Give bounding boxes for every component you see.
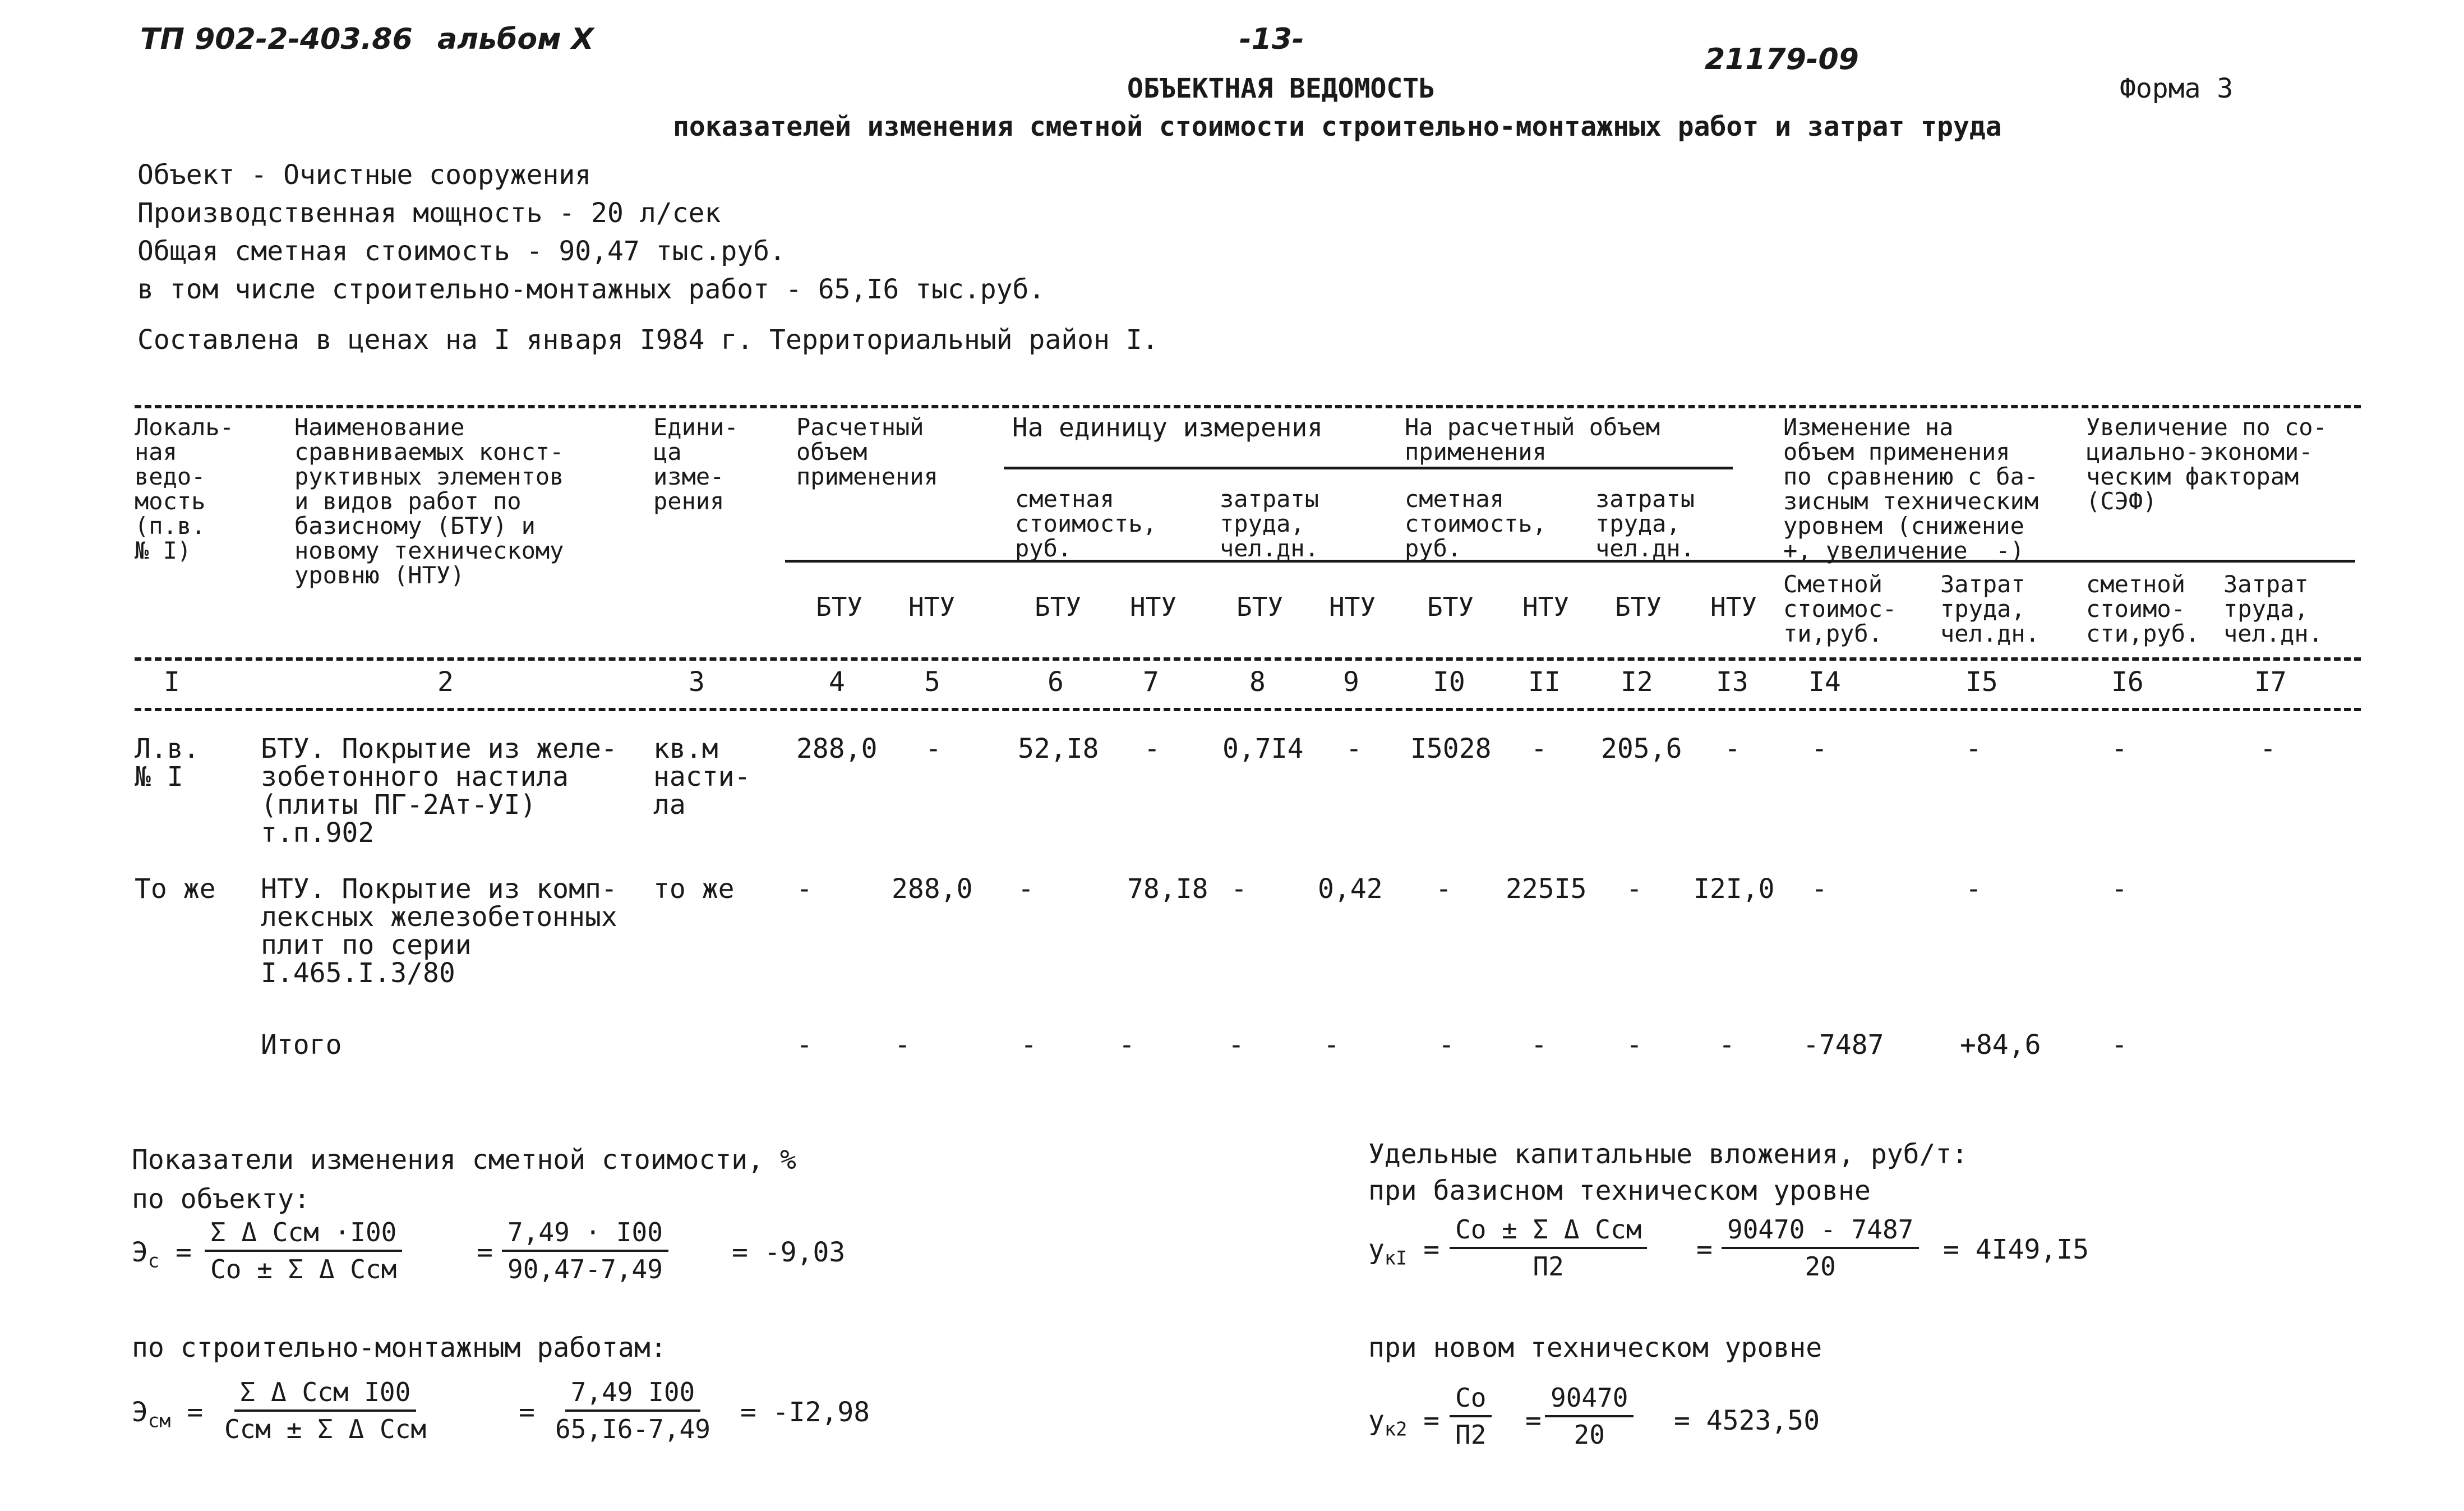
calc-group-header: На расчетный объем применения [1405, 413, 1660, 466]
col-number-14: I4 [1808, 666, 1841, 698]
calc-group-rule [1396, 467, 1733, 469]
capacity-line: Производственная мощность - 20 л/сек [137, 197, 721, 229]
yk2-numerator: Со [1450, 1383, 1492, 1417]
smr-cost-line: в том числе строительно-монтажных работ - 65,I6 тыс.руб. [137, 274, 1045, 305]
header-bottom-rule [135, 657, 2361, 661]
total-change-labor: +84,6 [1960, 1029, 2041, 1061]
yk2-result: = 4523,50 [1674, 1405, 1820, 1436]
col-number-12: I2 [1621, 666, 1653, 698]
col-number-8: 8 [1249, 666, 1266, 698]
object-line: Объект - Очистные сооружения [137, 159, 592, 191]
basic-level-label: при базисном техническом уровне [1368, 1175, 1871, 1206]
esm-numerator: Σ Δ Ссм I00 [234, 1377, 417, 1412]
yk2-denominator: П2 [1455, 1420, 1487, 1450]
esm-values-fraction [550, 1377, 716, 1444]
total-col16: - [2111, 1029, 2128, 1061]
yk2-value-denominator: 20 [1574, 1420, 1605, 1450]
row2-col11: 225I5 [1506, 873, 1587, 905]
btu-header-4: БТУ [816, 592, 863, 622]
new-level-label: при новом техническом уровне [1368, 1332, 1822, 1363]
row2-col14: - [1811, 873, 1828, 905]
esm-value-numerator: 7,49 I00 [565, 1377, 701, 1412]
col-number-17: I7 [2254, 666, 2287, 698]
ec-formula-lhs: $Э_с$ = [132, 1237, 192, 1272]
ec-denominator: Со ± Σ Δ Ссм [210, 1254, 397, 1284]
row1-col13: - [1724, 733, 1741, 764]
change-cost-header: Сметной стоимос- ти,руб. [1783, 570, 1897, 647]
row1-col12: 205,6 [1601, 733, 1682, 764]
row2-col9: 0,42 [1318, 873, 1383, 905]
yk2-values-fraction [1545, 1383, 1634, 1450]
sef-group-header: Увеличение по со- циально-экономи- ческим факторам (СЭФ) [2086, 413, 2327, 515]
row2-unit: то же [653, 873, 735, 905]
row2-name: НТУ. Покрытие из комп- лексных железобетонных плит по серии I.465.I.3/80 [261, 873, 617, 989]
row2-col12: - [1626, 873, 1642, 905]
col-number-16: I6 [2111, 666, 2144, 698]
col-number-4: 4 [829, 666, 845, 698]
page-number: -13- [1239, 22, 1304, 56]
esm-result: = -I2,98 [740, 1397, 870, 1428]
btu-header-6: БТУ [1035, 592, 1082, 622]
total-col6: - [1021, 1029, 1037, 1061]
col-unit-header: Едини- ца изме- рения [653, 413, 739, 515]
total-col7: - [1119, 1029, 1135, 1061]
yk1-equals: = [1696, 1234, 1713, 1265]
btu-header-12: БТУ [1615, 592, 1662, 622]
row1-name: БТУ. Покрытие из желе- зобетонного настила (плиты ПГ-2Ат-УI) т.п.902 [261, 733, 617, 849]
total-col9: - [1323, 1029, 1340, 1061]
total-col5: - [894, 1029, 911, 1061]
yk1-value-denominator: 20 [1805, 1251, 1836, 1282]
yk1-formula-fraction [1450, 1214, 1647, 1282]
row1-col15: - [1965, 733, 1982, 764]
total-col8: - [1228, 1029, 1244, 1061]
ec-numerator: Σ Δ Ссм ·I00 [205, 1217, 402, 1252]
col-number-7: 7 [1143, 666, 1159, 698]
ntu-header-5: НТУ [908, 592, 956, 622]
unit-group-header: На единицу измерения [1012, 412, 1323, 443]
ntu-header-13: НТУ [1710, 592, 1757, 622]
unit-cost-header: сметная стоимость, руб. [1015, 485, 1157, 562]
row2-col15: - [1965, 873, 1982, 905]
row1-col6: 52,I8 [1018, 733, 1099, 764]
album-reference: ТП 902-2-403.86 [140, 22, 413, 56]
total-col11: - [1531, 1029, 1547, 1061]
yk2-formula-lhs: $у_{к2}$ = [1368, 1405, 1440, 1440]
esm-formula-lhs: $Э_{см}$ = [132, 1397, 204, 1432]
row2-col6: - [1018, 873, 1034, 905]
col-number-2: 2 [437, 666, 454, 698]
column-numbers-rule [135, 708, 2361, 711]
row1-col4: 288,0 [796, 733, 878, 764]
by-smr-label: по строительно-монтажным работам: [132, 1332, 667, 1363]
col-number-11: II [1528, 666, 1561, 698]
total-row-label: Итого [261, 1029, 342, 1061]
row2-col10: - [1436, 873, 1452, 905]
yk1-result: = 4I49,I5 [1943, 1234, 2089, 1265]
page-subtitle: показателей изменения сметной стоимости строительно-монтажных работ и затрат труда [673, 111, 2002, 142]
row1-col14: - [1811, 733, 1828, 764]
total-change-cost: -7487 [1803, 1029, 1884, 1061]
change-labor-header: Затрат труда, чел.дн. [1940, 570, 2040, 647]
calc-cost-header: сметная стоимость, руб. [1405, 485, 1547, 562]
table-top-rule [135, 405, 2361, 408]
row1-col10: I5028 [1410, 733, 1492, 764]
document-number: 21179-09 [1705, 43, 1859, 76]
col-number-15: I5 [1965, 666, 1998, 698]
row2-col16: - [2111, 873, 2128, 905]
yk1-numerator: Со ± Σ Δ Ссм [1450, 1214, 1647, 1249]
row2-ref: То же [135, 873, 216, 905]
total-col12: - [1626, 1029, 1642, 1061]
total-col4: - [796, 1029, 813, 1061]
total-col10: - [1438, 1029, 1455, 1061]
col-volume-header: Расчетный объем применения [796, 413, 938, 490]
row2-col13: I2I,0 [1694, 873, 1775, 905]
total-cost-line: Общая сметная стоимость - 90,47 тыс.руб. [137, 236, 786, 267]
ntu-header-9: НТУ [1329, 592, 1376, 622]
col-number-9: 9 [1343, 666, 1359, 698]
sef-cost-header: сметной стоимо- сти,руб. [2086, 570, 2200, 647]
ec-result: = -9,03 [732, 1237, 846, 1268]
yk1-value-numerator: 90470 - 7487 [1722, 1214, 1919, 1249]
row1-col11: - [1531, 733, 1547, 764]
row2-col4: - [796, 873, 813, 905]
form-label: Форма 3 [2120, 73, 2234, 104]
row1-ref: Л.в. № I [135, 733, 200, 793]
row1-col8: 0,7I4 [1222, 733, 1304, 764]
esm-denominator: Ссм ± Σ Δ Ссм [224, 1414, 427, 1444]
yk1-denominator: П2 [1533, 1251, 1564, 1282]
row1-col7: - [1144, 733, 1160, 764]
indicators-title: Показатели изменения сметной стоимости, % [132, 1144, 796, 1176]
ec-equals: = [477, 1237, 493, 1268]
yk2-value-numerator: 90470 [1545, 1383, 1634, 1417]
ntu-header-7: НТУ [1130, 592, 1177, 622]
ec-values-fraction [502, 1217, 668, 1284]
row2-col7: 78,I8 [1127, 873, 1208, 905]
album-label: альбом X [437, 22, 594, 56]
row1-col17: - [2260, 733, 2276, 764]
col-number-3: 3 [689, 666, 705, 698]
by-object-label: по объекту: [132, 1183, 310, 1215]
btu-header-8: БТУ [1236, 592, 1284, 622]
row2-col5: 288,0 [892, 873, 973, 905]
row1-unit: кв.м насти- ла [653, 733, 751, 821]
col-name-header: Наименование сравниваемых конст- руктивных элементов и видов работ по базисному (БТУ) и новому техническому уровню (НТУ) [294, 413, 564, 589]
btu-header-10: БТУ [1427, 592, 1474, 622]
yk2-formula-fraction [1450, 1383, 1492, 1450]
yk1-values-fraction [1722, 1214, 1919, 1282]
esm-formula-fraction [219, 1377, 432, 1444]
row1-col9: - [1346, 733, 1362, 764]
sef-labor-header: Затрат труда, чел.дн. [2223, 570, 2323, 647]
ec-formula-fraction [205, 1217, 402, 1284]
calc-labor-header: затраты труда, чел.дн. [1595, 485, 1695, 562]
yk2-equals: = [1525, 1405, 1542, 1436]
page-title: ОБЪЕКТНАЯ ВЕДОМОСТЬ [1127, 73, 1436, 104]
ec-value-denominator: 90,47-7,49 [507, 1254, 663, 1284]
col-number-10: I0 [1433, 666, 1465, 698]
col-local-sheet-header: Локаль- ная ведо- мость (п.в. № I) [135, 413, 234, 564]
col-number-5: 5 [924, 666, 940, 698]
ntu-header-11: НТУ [1522, 592, 1570, 622]
capital-title: Удельные капитальные вложения, руб/т: [1368, 1139, 1968, 1170]
row2-col8: - [1231, 873, 1247, 905]
col-number-6: 6 [1048, 666, 1064, 698]
row1-col5: - [925, 733, 942, 764]
esm-equals: = [519, 1397, 535, 1428]
esm-value-denominator: 65,I6-7,49 [555, 1414, 710, 1444]
yk1-formula-lhs: $у_{кI}$ = [1368, 1234, 1440, 1269]
prices-line: Составлена в ценах на I января I984 г. Территориальный район I. [137, 324, 1159, 356]
total-col13: - [1719, 1029, 1735, 1061]
change-group-header: Изменение на объем применения по сравнению с ба- зисным техническим уровнем (снижение +, увеличение -) [1783, 413, 2039, 564]
row1-col16: - [2111, 733, 2128, 764]
ec-value-numerator: 7,49 · I00 [502, 1217, 668, 1252]
col-number-1: I [164, 666, 180, 698]
unit-labor-header: затраты труда, чел.дн. [1220, 485, 1319, 562]
col-number-13: I3 [1716, 666, 1748, 698]
